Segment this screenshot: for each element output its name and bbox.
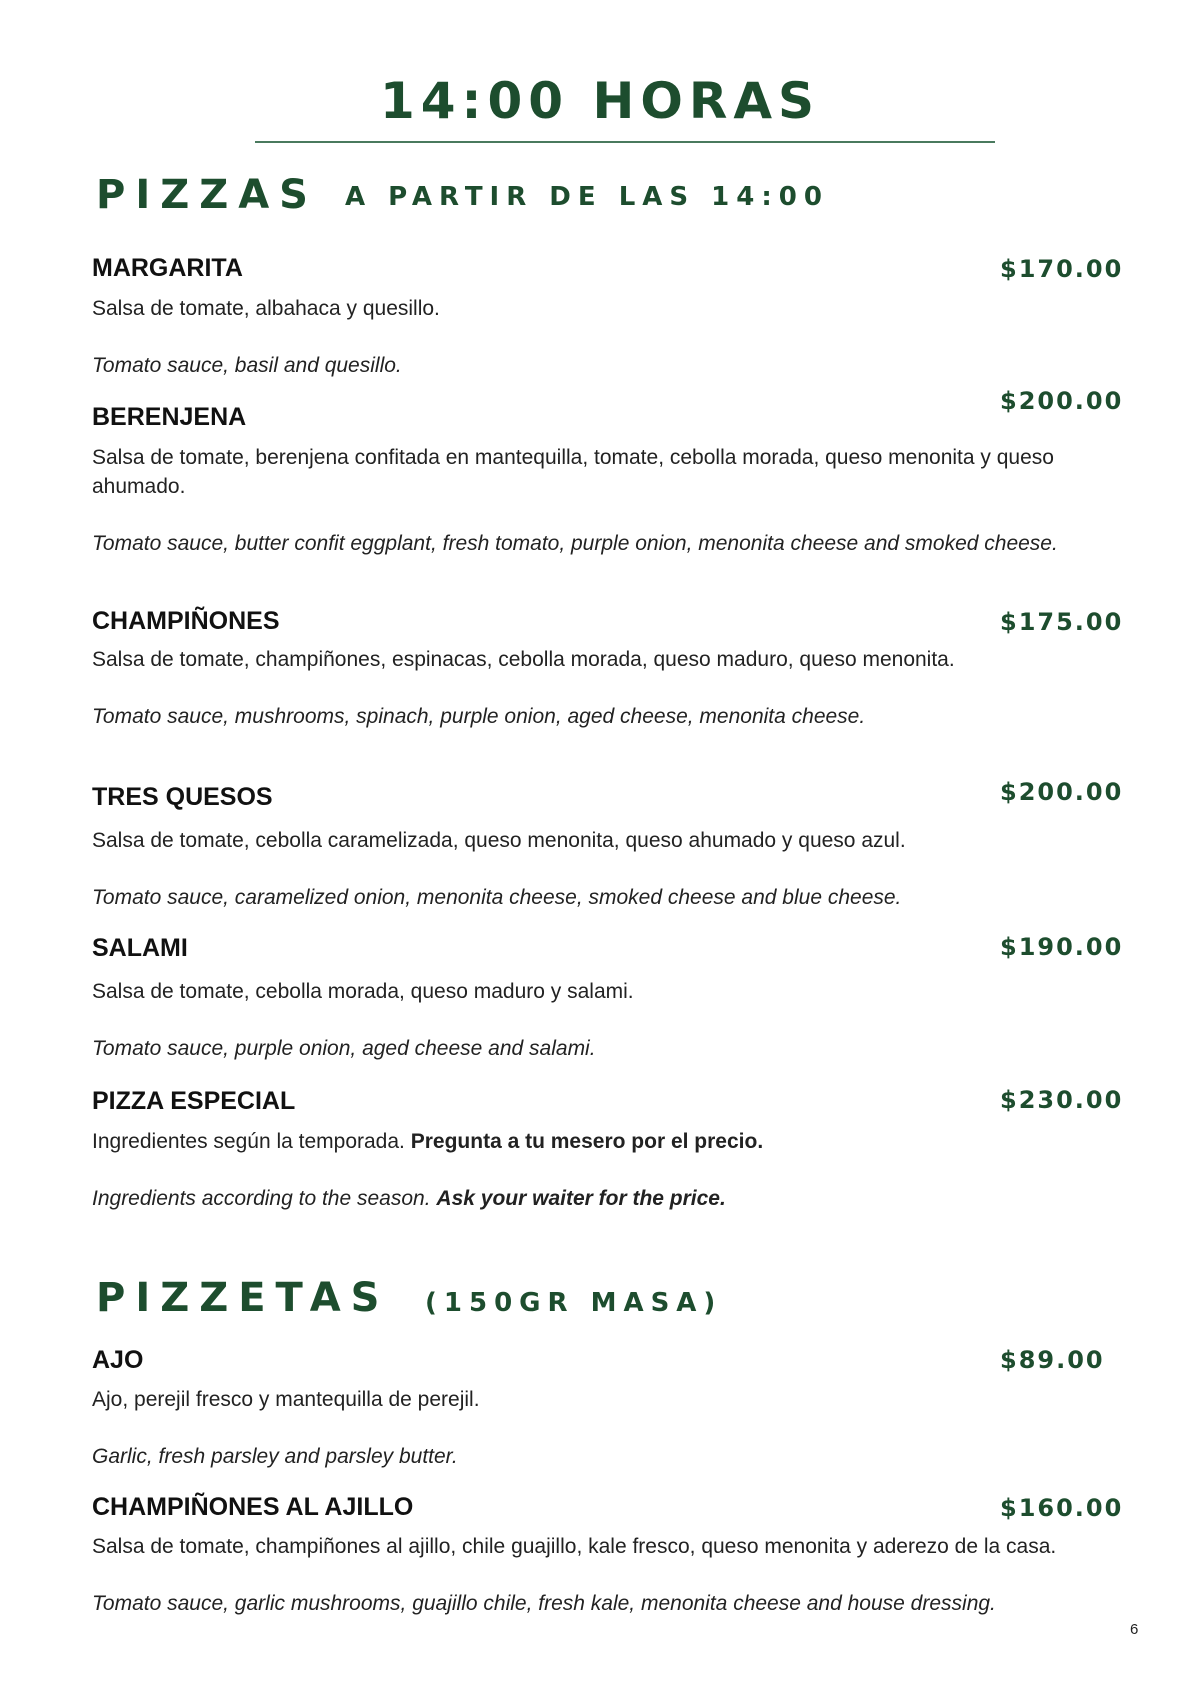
menu-item-price: $200.00 (1000, 778, 1124, 806)
menu-item-name: PIZZA ESPECIAL (92, 1087, 296, 1115)
menu-item-description-en (92, 1184, 1152, 1213)
description-emphasis: Ask your waiter for the price. (436, 1187, 726, 1210)
menu-item-description-en: Tomato sauce, purple onion, aged cheese and salami. (92, 1037, 596, 1060)
section-subtitle-pizzas: A PARTIR DE LAS 14:00 (345, 182, 829, 212)
menu-item-description-en: Tomato sauce, caramelized onion, menonita cheese, smoked cheese and blue cheese. (92, 886, 902, 909)
menu-item-description-es: Salsa de tomate, albahaca y quesillo. (92, 297, 440, 320)
menu-item-description-en: Tomato sauce, basil and quesillo. (92, 354, 402, 377)
menu-item-price: $170.00 (1000, 255, 1124, 283)
menu-item-name: BERENJENA (92, 403, 247, 431)
description-text: Ingredientes según la temporada. (92, 1130, 405, 1153)
menu-item-name: AJO (92, 1346, 144, 1374)
menu-item-description-es (92, 1127, 1152, 1156)
menu-item-name: CHAMPIÑONES (92, 607, 280, 635)
menu-item-description-es: Salsa de tomate, cebolla morada, queso maduro y salami. (92, 980, 634, 1003)
description-emphasis: Pregunta a tu mesero por el precio. (410, 1130, 764, 1153)
menu-item-price: $190.00 (1000, 933, 1124, 961)
menu-item-description-en: Garlic, fresh parsley and parsley butter. (92, 1445, 458, 1468)
page-number: 6 (1130, 1621, 1139, 1638)
menu-item-price: $175.00 (1000, 608, 1124, 636)
description-text: Ingredients according to the season. (92, 1187, 431, 1210)
menu-item-description-es: Salsa de tomate, cebolla caramelizada, queso menonita, queso ahumado y queso azul. (92, 829, 906, 852)
title-divider (255, 141, 995, 143)
menu-item-description-es: Salsa de tomate, champiñones al ajillo, chile guajillo, kale fresco, queso menonita y aderezo de la casa. (92, 1535, 1057, 1558)
menu-item-price: $200.00 (1000, 387, 1124, 415)
menu-item-name: TRES QUESOS (92, 783, 273, 811)
menu-item-name: MARGARITA (92, 254, 243, 282)
section-title-pizzetas: PIZZETAS (96, 1275, 390, 1321)
menu-item-description-en: Tomato sauce, butter confit eggplant, fresh tomato, purple onion, menonita cheese and smoked cheese. (92, 532, 1058, 555)
menu-item-description-en: Tomato sauce, garlic mushrooms, guajillo chile, fresh kale, menonita cheese and house dressing. (92, 1592, 996, 1615)
menu-item-name: SALAMI (92, 934, 188, 962)
menu-item-description-es: Salsa de tomate, berenjena confitada en mantequilla, tomate, cebolla morada, queso menonita y queso ahumado. (92, 446, 1054, 498)
section-title-pizzas: PIZZAS (96, 172, 318, 218)
menu-item-description-en: Tomato sauce, mushrooms, spinach, purple onion, aged cheese, menonita cheese. (92, 705, 866, 728)
menu-item-price: $160.00 (1000, 1494, 1124, 1522)
section-subtitle-pizzetas: (150GR MASA) (425, 1288, 723, 1318)
page-title: 14:00 HORAS (379, 72, 821, 130)
menu-item-price: $230.00 (1000, 1086, 1124, 1114)
menu-item-description-es: Ajo, perejil fresco y mantequilla de perejil. (92, 1388, 480, 1411)
menu-item-description-es: Salsa de tomate, champiñones, espinacas, cebolla morada, queso maduro, queso menonita. (92, 648, 955, 671)
menu-item-price: $89.00 (1000, 1346, 1105, 1374)
menu-item-name: CHAMPIÑONES AL AJILLO (92, 1493, 414, 1521)
